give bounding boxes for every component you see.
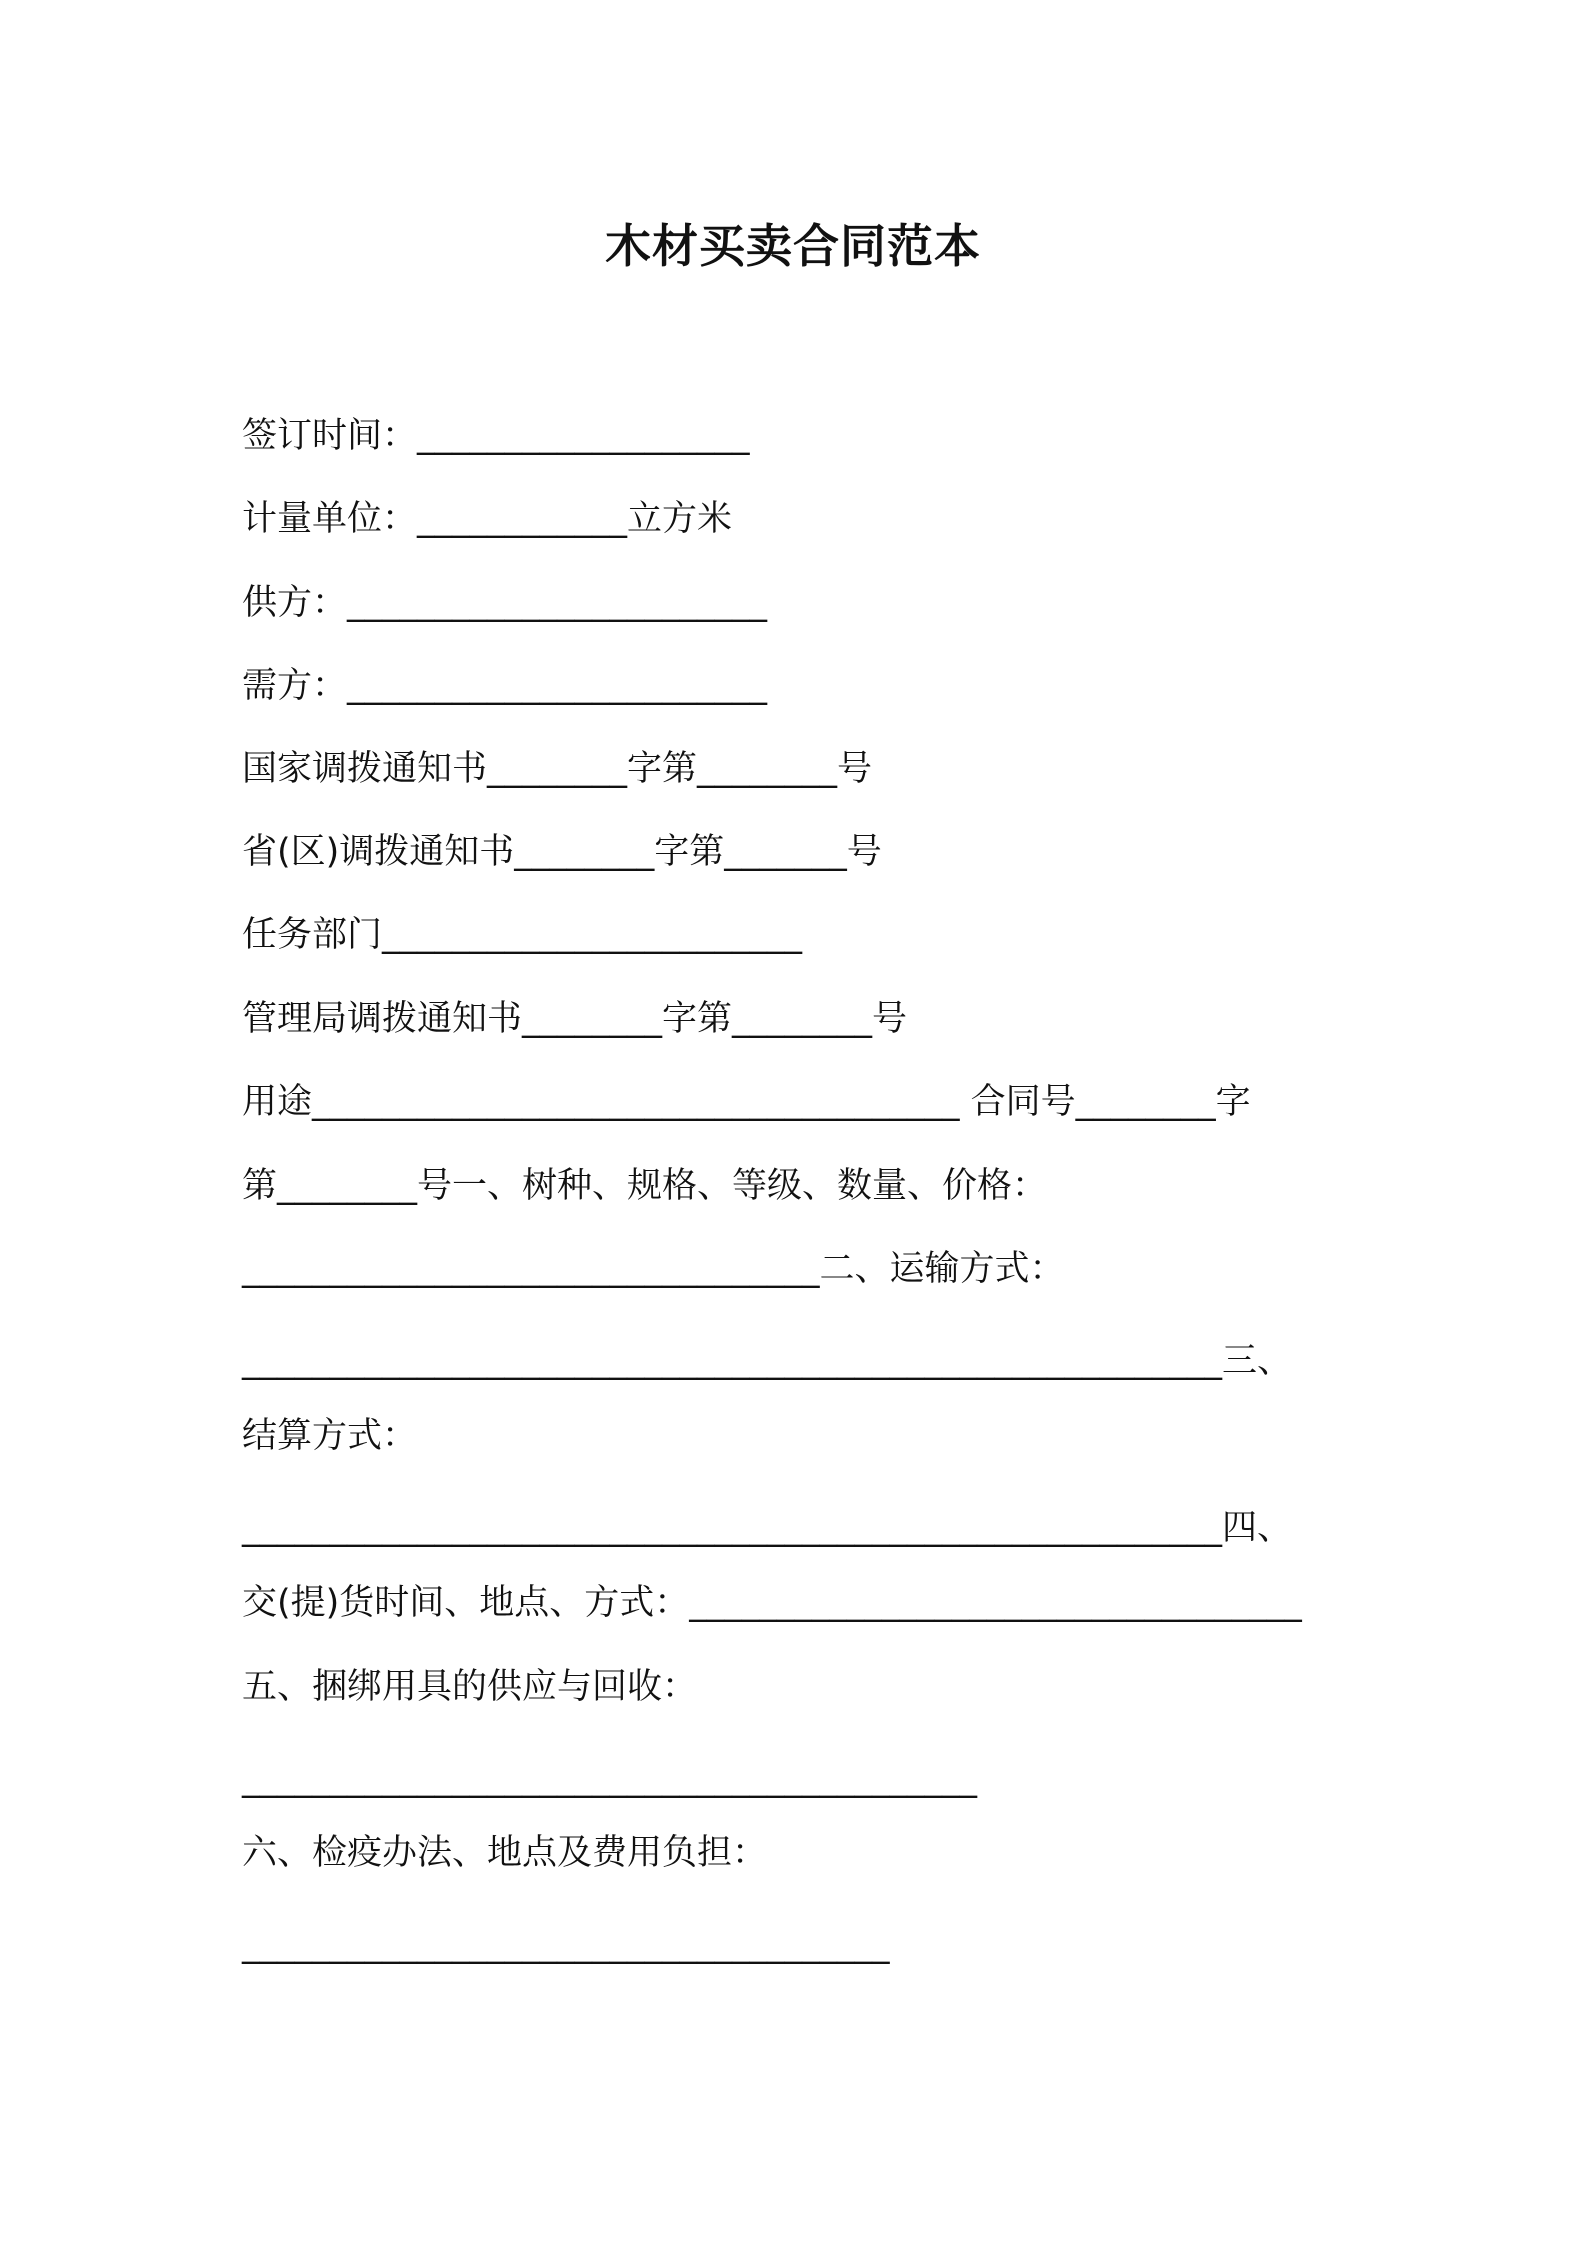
clause-4-marker-line: ________________________________________________________四、 — [242, 1508, 1293, 1548]
clause-3-heading-line: 结算方式： — [242, 1416, 418, 1456]
clause-1-heading-line: 第________号一、树种、规格、等级、数量、价格： — [242, 1166, 1048, 1206]
clause-6-heading-line: 六、检疫办法、地点及费用负担： — [242, 1833, 768, 1873]
document-title: 木材买卖合同范本 — [605, 219, 981, 273]
measurement-unit-line: 计量单位：____________立方米 — [242, 499, 733, 539]
supplier-line: 供方：________________________ — [242, 583, 768, 623]
task-department-line: 任务部门________________________ — [242, 915, 803, 955]
clause-3-marker-line: ________________________________________________________三、 — [242, 1341, 1293, 1381]
clause-2-heading-line: _________________________________二、运输方式： — [242, 1249, 1065, 1289]
national-notice-line: 国家调拨通知书________字第________号 — [242, 749, 873, 789]
purpose-contract-no-line: 用途_____________________________________ 合同号________字 — [242, 1082, 1251, 1122]
bureau-notice-line: 管理局调拨通知书________字第________号 — [242, 999, 908, 1039]
signing-time-line: 签订时间：___________________ — [242, 416, 750, 456]
clause-6-blank-line: _____________________________________ — [242, 1925, 890, 1965]
clause-4-heading-line: 交(提)货时间、地点、方式：___________________________________ — [242, 1583, 1302, 1623]
clause-5-heading-line: 五、捆绑用具的供应与回收： — [242, 1667, 698, 1707]
buyer-line: 需方：________________________ — [242, 666, 768, 706]
clause-5-blank-line: __________________________________________ — [242, 1759, 977, 1799]
provincial-notice-line: 省(区)调拨通知书________字第_______号 — [242, 832, 882, 872]
